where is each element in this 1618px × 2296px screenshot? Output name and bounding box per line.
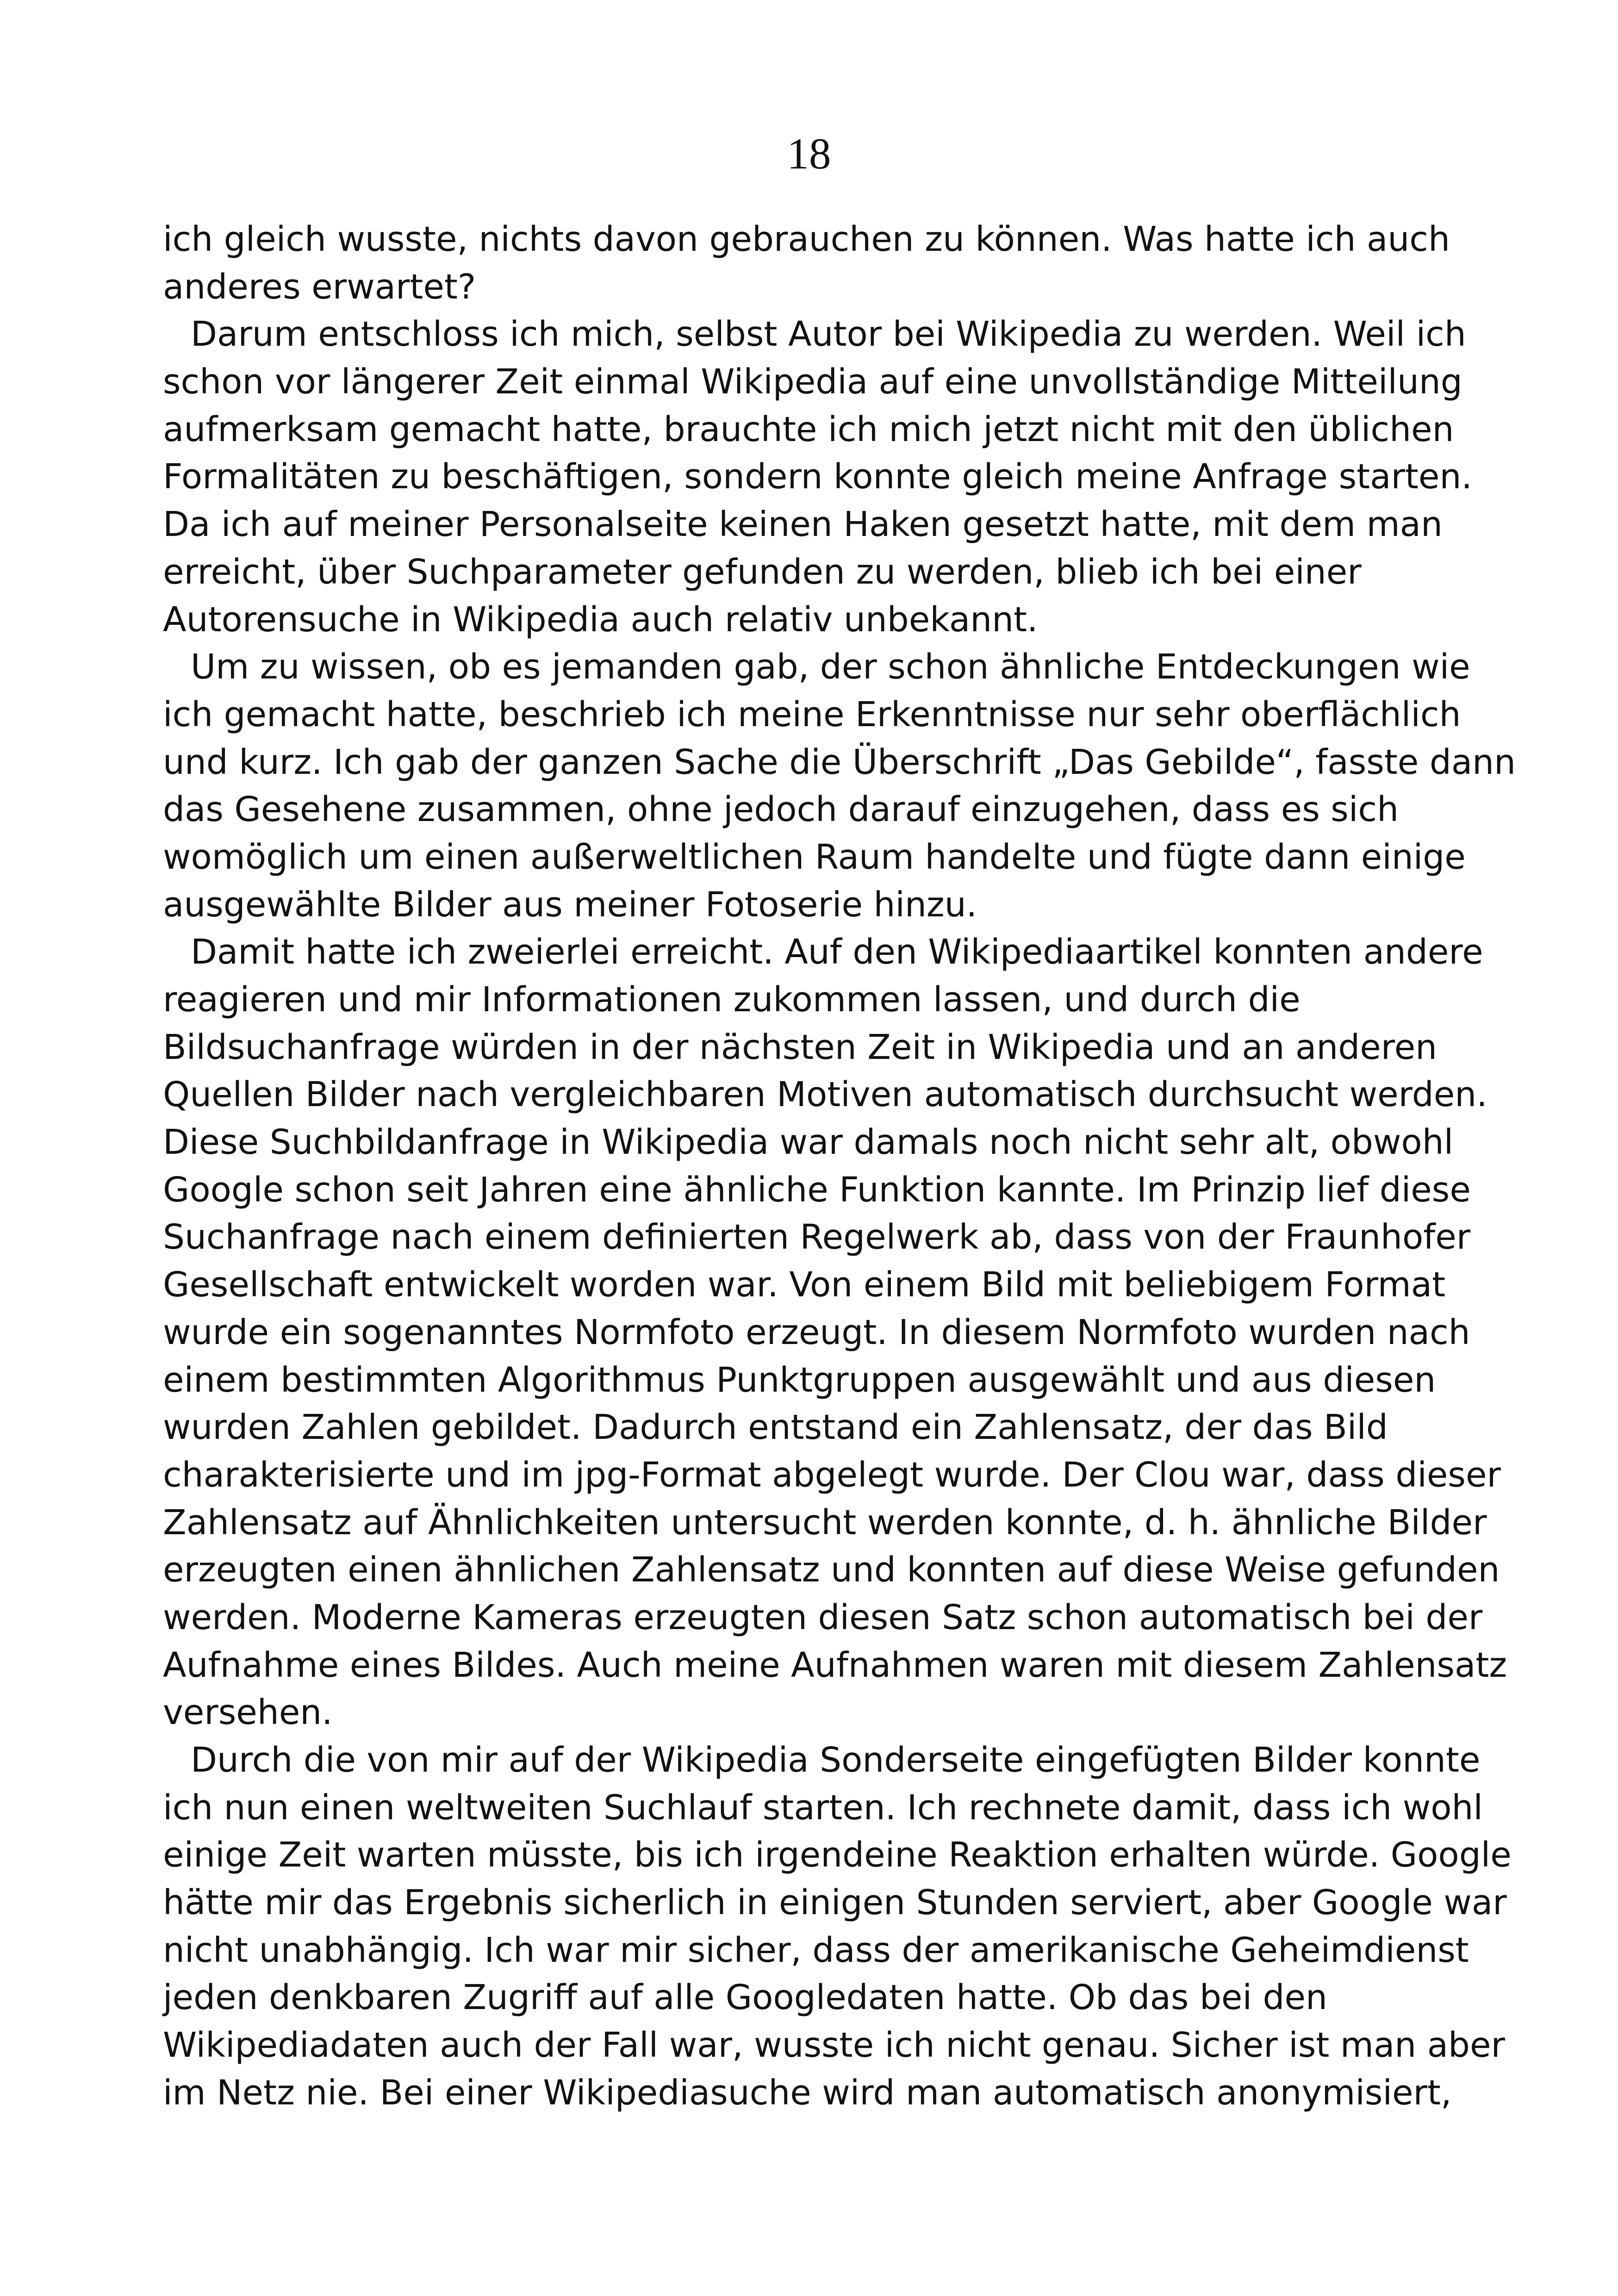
text-line: einem bestimmten Algorithmus Punktgruppen ausgewählt und aus diesen <box>163 1360 1436 1400</box>
text-line: einige Zeit warten müsste, bis ich irgendeine Reaktion erhalten würde. Google <box>163 1835 1512 1875</box>
text-line: erzeugten einen ähnlichen Zahlensatz und konnten auf diese Weise gefunden <box>163 1550 1500 1590</box>
text-line: ich gleich wusste, nichts davon gebrauchen zu können. Was hatte ich auch <box>163 219 1450 259</box>
text-line: versehen. <box>163 1692 333 1733</box>
text-line: Diese Suchbildanfrage in Wikipedia war damals noch nicht sehr alt, obwohl <box>163 1122 1454 1163</box>
text-line: Gesellschaft entwickelt worden war. Von einem Bild mit beliebigem Format <box>163 1265 1446 1305</box>
paragraph-first-line: Um zu wissen, ob es jemanden gab, der schon ähnliche Entdeckungen wie <box>191 647 1470 687</box>
text-line: womöglich um einen außerweltlichen Raum handelte und fügte dann einige <box>163 837 1466 877</box>
text-line: charakterisierte und im jpg-Format abgelegt wurde. Der Clou war, dass dieser <box>163 1455 1501 1495</box>
body-text <box>163 216 1516 2117</box>
text-line: ich gemacht hatte, beschrieb ich meine Erkenntnisse nur sehr oberflächlich <box>163 694 1461 734</box>
text-line: Da ich auf meiner Personalseite keinen Haken gesetzt hatte, mit dem man <box>163 504 1443 545</box>
text-line: Autorensuche in Wikipedia auch relativ unbekannt. <box>163 599 1038 640</box>
text-line: erreicht, über Suchparameter gefunden zu werden, blieb ich bei einer <box>163 552 1362 592</box>
text-line: anderes erwartet? <box>163 267 476 307</box>
page-number: 18 <box>787 129 831 178</box>
text-line: Wikipediadaten auch der Fall war, wusste ich nicht genau. Sicher ist man aber <box>163 2025 1505 2066</box>
text-line: Formalitäten zu beschäftigen, sondern konnte gleich meine Anfrage starten. <box>163 457 1472 497</box>
text-line: Quellen Bilder nach vergleichbaren Motiven automatisch durchsucht werden. <box>163 1075 1487 1115</box>
text-line: Bildsuchanfrage würden in der nächsten Zeit in Wikipedia und an anderen <box>163 1027 1437 1067</box>
text-line: schon vor längerer Zeit einmal Wikipedia auf eine unvollständige Mitteilung <box>163 362 1462 402</box>
text-line: jeden denkbaren Zugriff auf alle Googledaten hatte. Ob das bei den <box>163 1978 1327 2018</box>
paragraph-first-line: Darum entschloss ich mich, selbst Autor bei Wikipedia zu werden. Weil ich <box>191 314 1466 355</box>
paragraph-first-line: Damit hatte ich zweierlei erreicht. Auf den Wikipediaartikel konnten andere <box>191 932 1483 972</box>
text-line: werden. Moderne Kameras erzeugten diesen Satz schon automatisch bei der <box>163 1597 1483 1637</box>
text-line: und kurz. Ich gab der ganzen Sache die Überschrift „Das Gebilde“, fasste dann <box>163 742 1516 782</box>
text-line: Google schon seit Jahren eine ähnliche Funktion kannte. Im Prinzip lief diese <box>163 1170 1471 1210</box>
text-line: im Netz nie. Bei einer Wikipediasuche wird man automatisch anonymisiert, <box>163 2072 1452 2113</box>
text-line: Suchanfrage nach einem definierten Regelwerk ab, dass von der Fraunhofer <box>163 1217 1471 1257</box>
text-line: ich nun einen weltweiten Suchlauf starten. Ich rechnete damit, dass ich wohl <box>163 1787 1483 1828</box>
text-line: hätte mir das Ergebnis sicherlich in einigen Stunden serviert, aber Google war <box>163 1883 1507 1923</box>
text-line: Zahlensatz auf Ähnlichkeiten untersucht werden konnte, d. h. ähnliche Bilder <box>163 1502 1487 1543</box>
paragraph-first-line: Durch die von mir auf der Wikipedia Sonderseite eingefügten Bilder konnte <box>191 1740 1481 1780</box>
text-line: wurden Zahlen gebildet. Dadurch entstand ein Zahlensatz, der das Bild <box>163 1407 1388 1448</box>
text-line: aufmerksam gemacht hatte, brauchte ich mich jetzt nicht mit den üblichen <box>163 409 1454 449</box>
text-line: das Gesehene zusammen, ohne jedoch darauf einzugehen, dass es sich <box>163 790 1399 830</box>
text-line: ausgewählte Bilder aus meiner Fotoserie hinzu. <box>163 884 977 925</box>
text-line: wurde ein sogenanntes Normfoto erzeugt. In diesem Normfoto wurden nach <box>163 1312 1470 1352</box>
text-line: Aufnahme eines Bildes. Auch meine Aufnahmen waren mit diesem Zahlensatz <box>163 1645 1507 1685</box>
text-line: reagieren und mir Informationen zukommen lassen, und durch die <box>163 980 1301 1020</box>
text-line: nicht unabhängig. Ich war mir sicher, dass der amerikanische Geheimdienst <box>163 1930 1469 1970</box>
